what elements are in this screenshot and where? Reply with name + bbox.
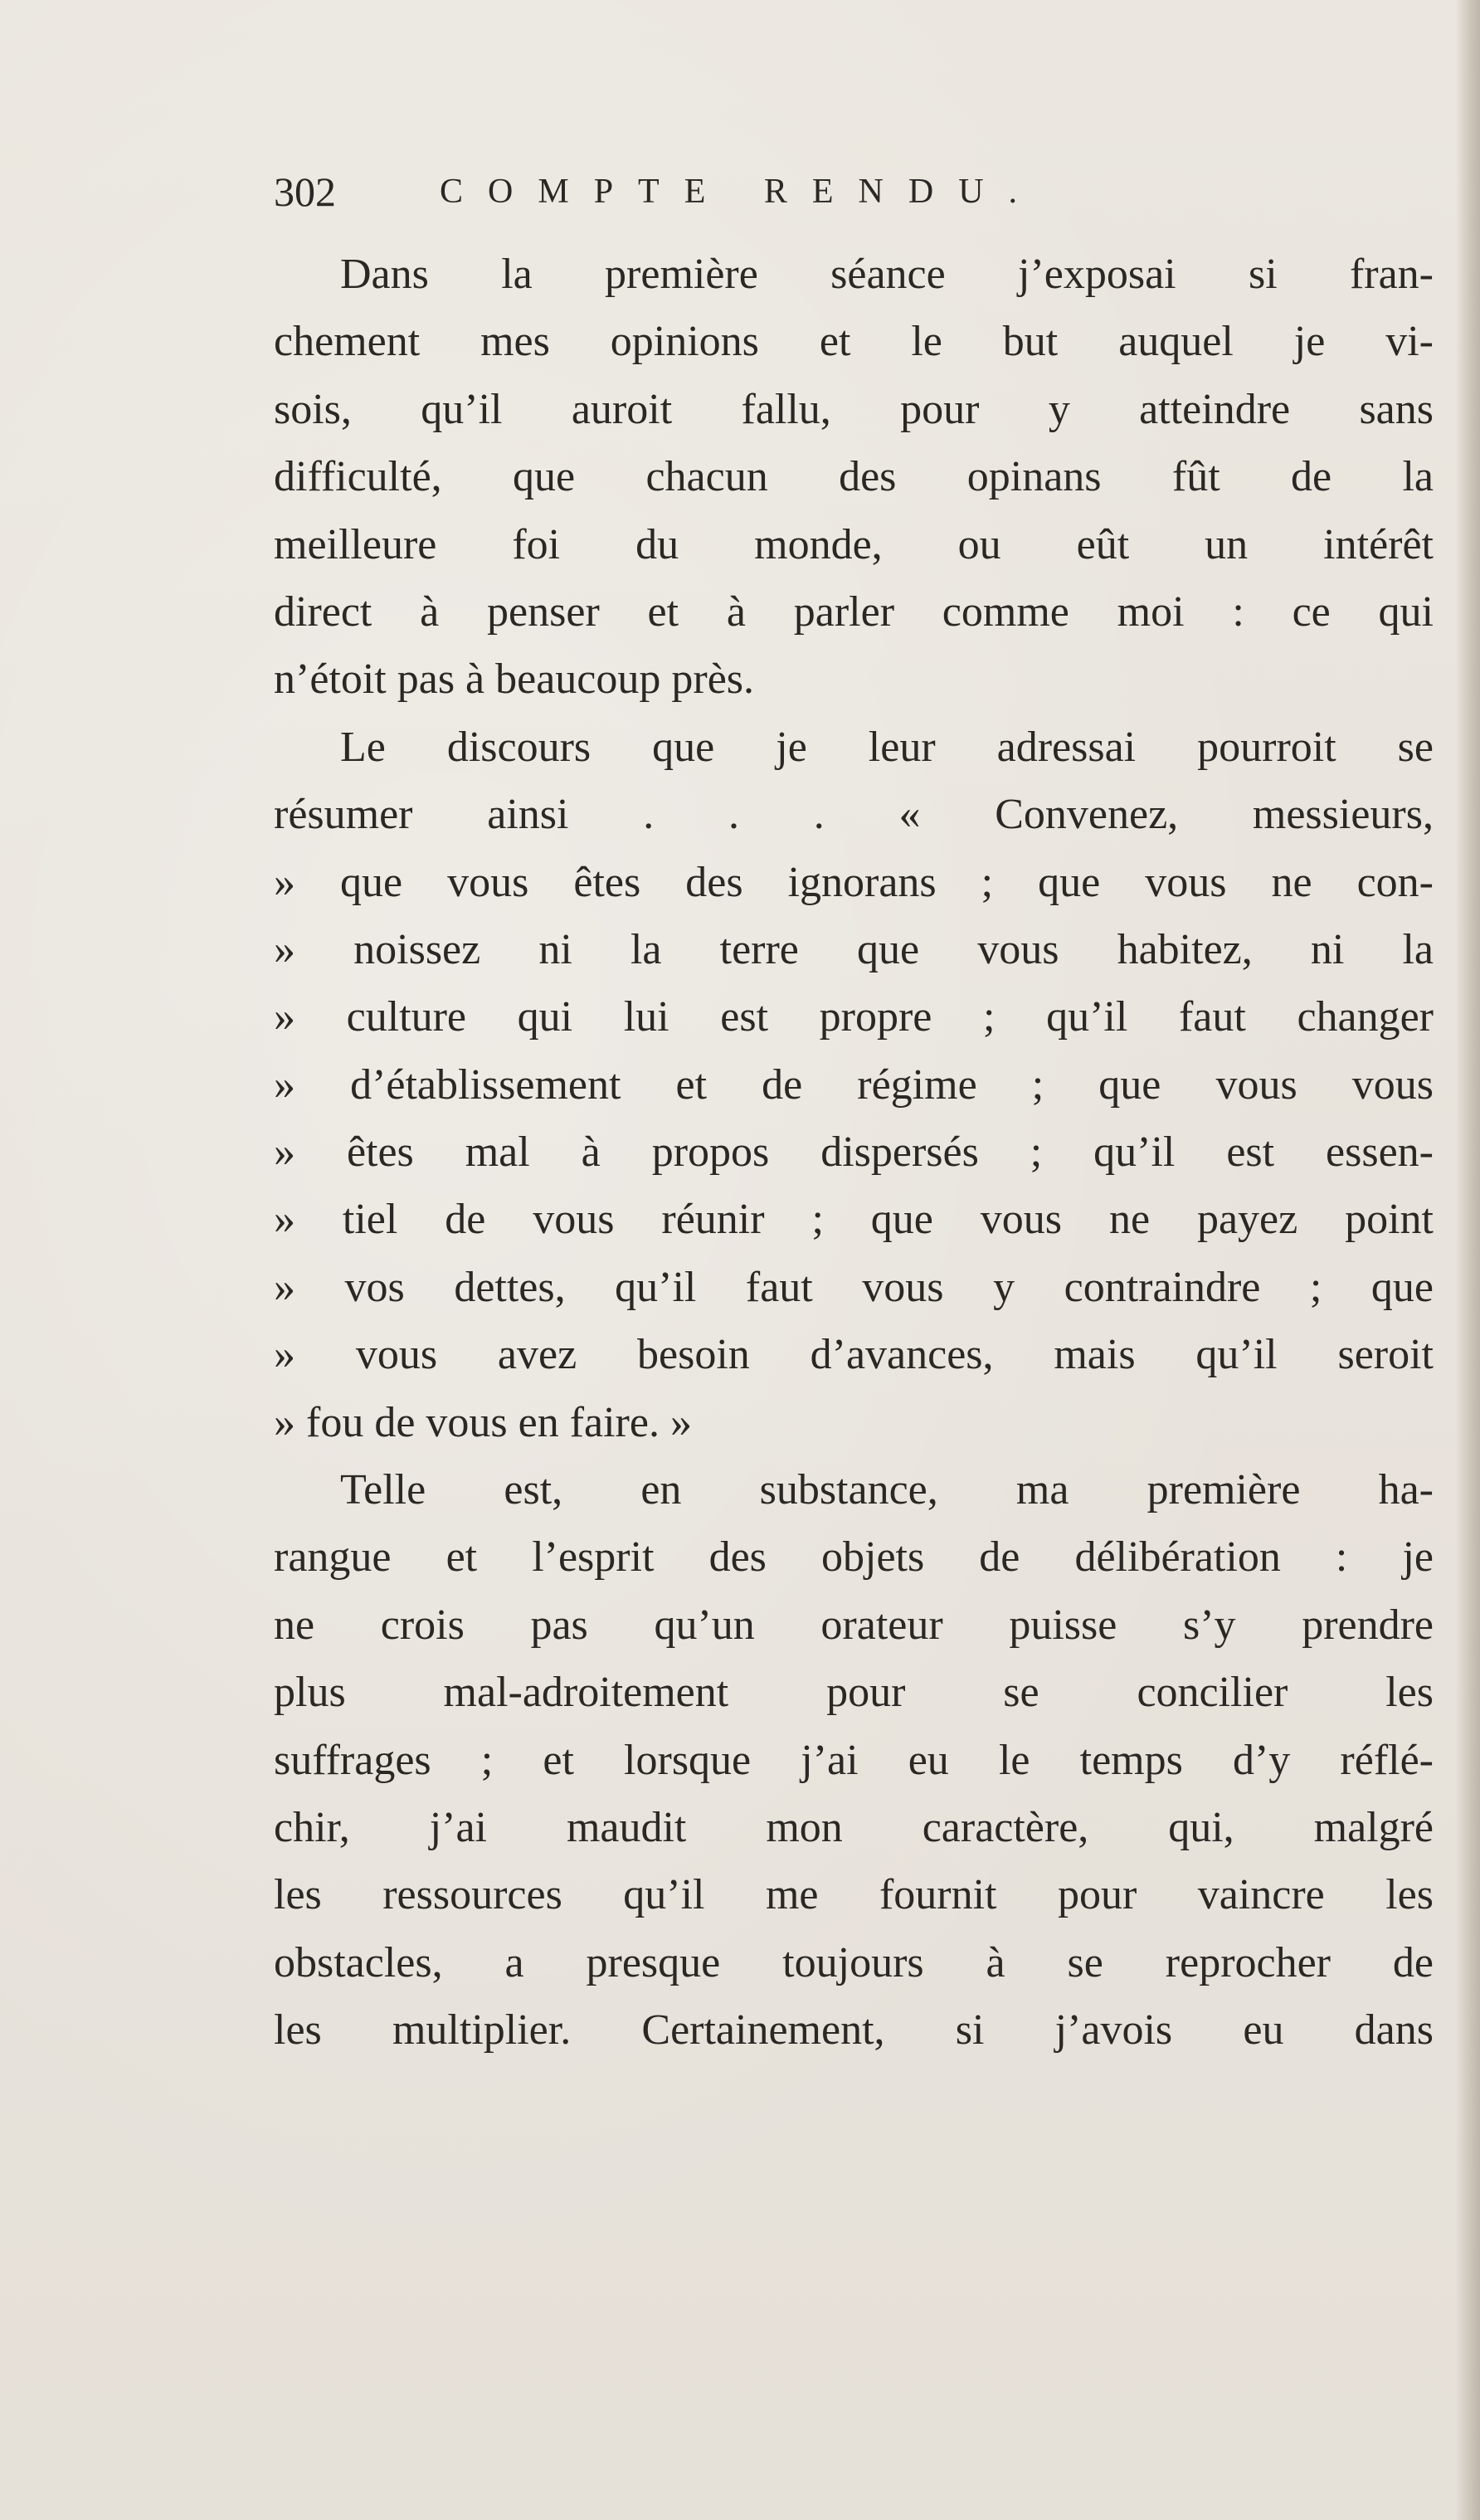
text-line: » êtes mal à propos dispersés ; qu’il est essen- [274,1128,1434,1177]
text-line: » noissez ni la terre que vous habitez, ni la [274,925,1434,973]
text-line: chir, j’ai maudit mon caractère, qui, malgré [274,1803,1434,1851]
text-line: chement mes opinions et le but auquel je vi- [274,318,1434,366]
text-line: » vous avez besoin d’avances, mais qu’il seroit [274,1331,1434,1379]
text-line: n’étoit pas à beaucoup près. [274,656,755,704]
text-line: Le discours que je leur adressai pourroit se [340,723,1434,771]
text-line: » culture qui lui est propre ; qu’il faut changer [274,993,1434,1041]
text-line: direct à penser et à parler comme moi : ce qui [274,587,1434,636]
text-line: suffrages ; et lorsque j’ai eu le temps d’y réflé- [274,1736,1434,1784]
text-line: » fou de vous en faire. » [274,1398,692,1446]
text-line: » que vous êtes des ignorans ; que vous ne con- [274,858,1434,906]
text-line: ne crois pas qu’un orateur puisse s’y prendre [274,1601,1434,1649]
text-line: meilleure foi du monde, ou eût un intérêt [274,520,1434,568]
text-line: difficulté, que chacun des opinans fût de la [274,453,1434,501]
text-line: Telle est, en substance, ma première ha- [340,1466,1434,1514]
running-head [274,163,1435,221]
text-line: sois, qu’il auroit fallu, pour y atteindre sans [274,385,1434,433]
text-line: rangue et l’esprit des objets de délibération : je [274,1533,1434,1582]
text-line: les ressources qu’il me fournit pour vaincre les [274,1871,1434,1919]
body-text [274,241,1434,2064]
running-title: COMPTE RENDU. [440,173,1043,211]
text-line: les multiplier. Certainement, si j’avois eu dans [274,2006,1434,2055]
text-line: » vos dettes, qu’il faut vous y contraindre ; que [274,1263,1434,1311]
text-line: obstacles, a presque toujours à se reprocher de [274,1938,1434,1986]
page-number: 302 [274,168,336,215]
text-line: plus mal-adroitement pour se concilier les [274,1669,1434,1717]
page-edge-shadow [1455,0,1480,2520]
text-line: résumer ainsi . . . « Convenez, messieurs, [274,791,1434,839]
text-line: » d’établissement et de régime ; que vous vous [274,1060,1434,1109]
text-line: » tiel de vous réunir ; que vous ne payez point [274,1196,1434,1244]
text-line: Dans la première séance j’exposai si fran- [340,251,1434,298]
